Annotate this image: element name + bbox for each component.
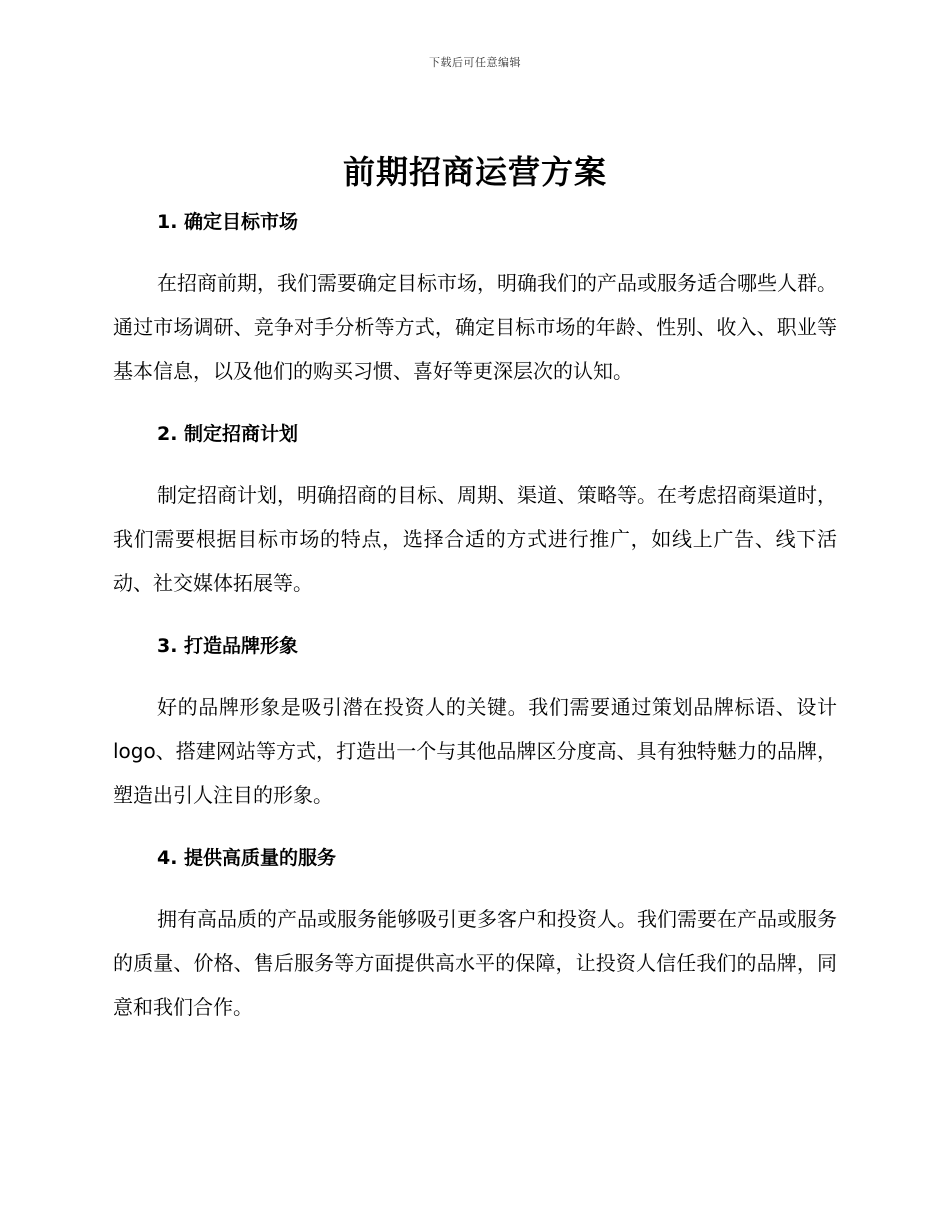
- section-heading: 4. 提供高质量的服务: [157, 847, 337, 869]
- section-4: [113, 841, 837, 1029]
- section-heading: 3. 打造品牌形象: [157, 635, 299, 657]
- section-paragraph: 在招商前期，我们需要确定目标市场，明确我们的产品或服务适合哪些人群。通过市场调研、竞争对手分析等方式，确定目标市场的年龄、性别、收入、职业等基本信息，以及他们的购买习惯、喜好等更深层次的认知。: [113, 271, 837, 383]
- section-3: [113, 629, 837, 817]
- section-heading: 2. 制定招商计划: [157, 423, 299, 445]
- section-heading: 1. 确定目标市场: [157, 211, 299, 233]
- header-note: 下载后可任意编辑: [429, 56, 521, 69]
- document-body: [113, 205, 837, 1053]
- document-title: 前期招商运营方案: [342, 153, 607, 191]
- section-2: [113, 417, 837, 605]
- section-1: [113, 205, 837, 393]
- section-paragraph: 好的品牌形象是吸引潜在投资人的关键。我们需要通过策划品牌标语、设计 logo、搭建网站等方式，打造出一个与其他品牌区分度高、具有独特魅力的品牌，塑造出引人注目的形象。: [113, 695, 837, 807]
- section-paragraph: 制定招商计划，明确招商的目标、周期、渠道、策略等。在考虑招商渠道时，我们需要根据目标市场的特点，选择合适的方式进行推广，如线上广告、线下活动、社交媒体拓展等。: [113, 483, 837, 595]
- section-paragraph: 拥有高品质的产品或服务能够吸引更多客户和投资人。我们需要在产品或服务的质量、价格、售后服务等方面提供高水平的保障，让投资人信任我们的品牌，同意和我们合作。: [113, 907, 837, 1019]
